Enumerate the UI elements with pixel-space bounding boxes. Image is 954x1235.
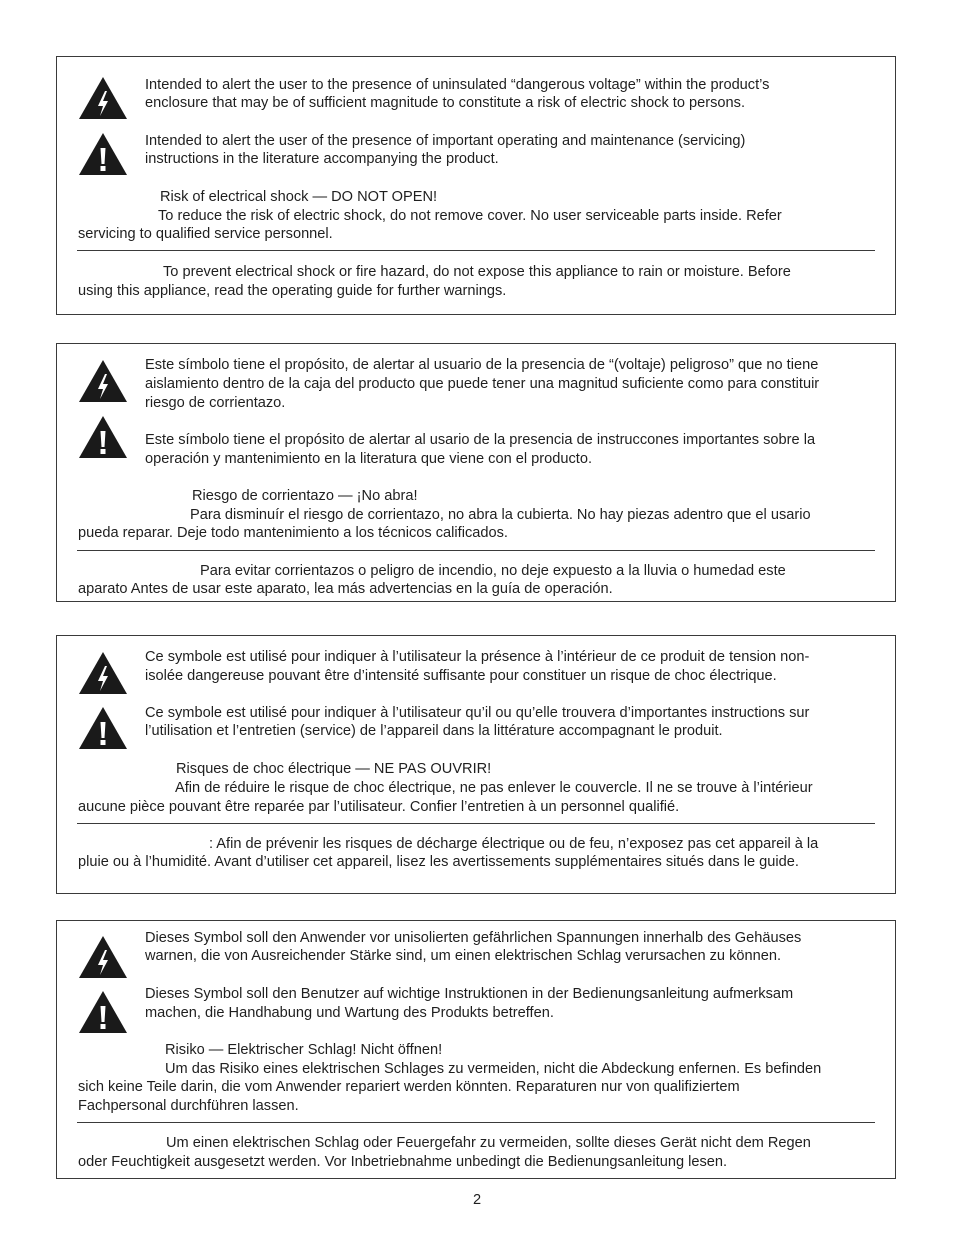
caution-line: aucune pièce pouvant être reparée par l’utilisateur. Confier l’entretien à un personnel qualifié. [78,799,680,815]
caution-line: servicing to qualified service personnel. [78,226,333,242]
safety-box-spanish [56,343,896,602]
symbol1-line: riesgo de corrientazo. [145,395,286,411]
section-divider [77,1122,875,1123]
safety-box-french [56,635,896,894]
warning-line: To prevent electrical shock or fire hazard, do not expose this appliance to rain or moisture. Before [163,264,791,280]
warning-line: aparato Antes de usar este aparato, lea más advertencias en la guía de operación. [78,581,613,597]
symbol2-line: machen, die Handhabung und Wartung des Produkts betreffen. [145,1005,554,1021]
symbol2-line: Dieses Symbol soll den Benutzer auf wichtige Instruktionen in der Bedienungsanleitung aufmerksam [145,986,794,1002]
caution-line: Fachpersonal durchführen lassen. [78,1098,299,1114]
lightning-warning-icon [78,76,128,120]
caution-line: pueda reparar. Deje todo mantenimiento a los técnicos calificados. [78,525,508,541]
caution-line: Risiko — Elektrischer Schlag! Nicht öffnen! [165,1042,443,1058]
warning-line: oder Feuchtigkeit ausgesetzt werden. Vor Inbetriebnahme unbedingt die Bedienungsanleitung lesen. [78,1154,728,1170]
warning-line: Um einen elektrischen Schlag oder Feuergefahr zu vermeiden, sollte dieses Gerät nicht dem Regen [166,1135,811,1151]
caution-line: Um das Risiko eines elektrischen Schlages zu vermeiden, nicht die Abdeckung enfernen. Es befinden [165,1061,822,1077]
symbol1-line: Este símbolo tiene el propósito, de alertar al usuario de la presencia de “(voltaje) peligroso” que no tiene [145,357,819,373]
symbol2-line: l’utilisation et l’entretien (service) de l’appareil dans la littérature accompagnant le produit. [145,723,723,739]
caution-line: Afin de réduire le risque de choc électrique, ne pas enlever le couvercle. Il ne se trouve à l’intérieur [175,780,813,796]
caution-line: To reduce the risk of electric shock, do not remove cover. No user serviceable parts inside. Refer [158,208,782,224]
caution-line: Para disminuír el riesgo de corrientazo, no abra la cubierta. No hay piezas adentro que el usario [190,507,811,523]
symbol2-line: operación y mantenimiento en la literatura que viene con el producto. [145,451,593,467]
caution-line: sich keine Teile darin, die vom Anwender repariert werden könnten. Reparaturen nur von qualifiziertem [78,1079,740,1095]
symbol1-line: Intended to alert the user to the presence of uninsulated “dangerous voltage” within the product’s [145,77,770,93]
exclamation-warning-icon [78,132,128,176]
exclamation-warning-icon [78,706,128,750]
lightning-warning-icon [78,651,128,695]
symbol1-line: enclosure that may be of sufficient magnitude to constitute a risk of electric shock to persons. [145,95,746,111]
warning-line: using this appliance, read the operating guide for further warnings. [78,283,507,299]
caution-line: Risk of electrical shock — DO NOT OPEN! [160,189,438,205]
lightning-warning-icon [78,935,128,979]
page-number: 2 [472,1192,482,1208]
symbol1-line: Dieses Symbol soll den Anwender vor unisolierten gefährlichen Spannungen innerhalb des Gehäuses [145,930,802,946]
safety-box-english [56,56,896,315]
symbol1-line: aislamiento dentro de la caja del producto que puede tener una magnitud suficiente como para constituir [145,376,820,392]
section-divider [77,250,875,251]
exclamation-warning-icon [78,415,128,459]
symbol2-line: instructions in the literature accompanying the product. [145,151,499,167]
warning-line: : Afin de prévenir les risques de décharge électrique ou de feu, n’exposez pas cet appareil à la [209,836,819,852]
section-divider [77,823,875,824]
section-divider [77,550,875,551]
symbol2-line: Intended to alert the user of the presence of important operating and maintenance (servicing) [145,133,746,149]
safety-box-german [56,920,896,1179]
lightning-warning-icon [78,359,128,403]
caution-line: Riesgo de corrientazo — ¡No abra! [192,488,418,504]
symbol1-line: isolée dangereuse pouvant être d’intensité suffisante pour constituer un risque de choc électrique. [145,668,777,684]
symbol2-line: Ce symbole est utilisé pour indiquer à l’utilisateur qu’il ou qu’elle trouvera d’importantes instructions sur [145,705,810,721]
symbol1-line: warnen, die von Ausreichender Stärke sind, um einen elektrischen Schlag verursachen zu können. [145,948,782,964]
exclamation-warning-icon [78,990,128,1034]
warning-line: Para evitar corrientazos o peligro de incendio, no deje expuesto a la lluvia o humedad este [200,563,786,579]
symbol1-line: Ce symbole est utilisé pour indiquer à l’utilisateur la présence à l’intérieur de ce produit de tension non- [145,649,810,665]
caution-line: Risques de choc électrique — NE PAS OUVRIR! [176,761,492,777]
symbol2-line: Este símbolo tiene el propósito de alertar al usario de la presencia de instruccones importantes sobre la [145,432,816,448]
warning-line: pluie ou à l’humidité. Avant d’utiliser cet appareil, lisez les avertissements supplémentaires situés dans le guide. [78,854,799,870]
